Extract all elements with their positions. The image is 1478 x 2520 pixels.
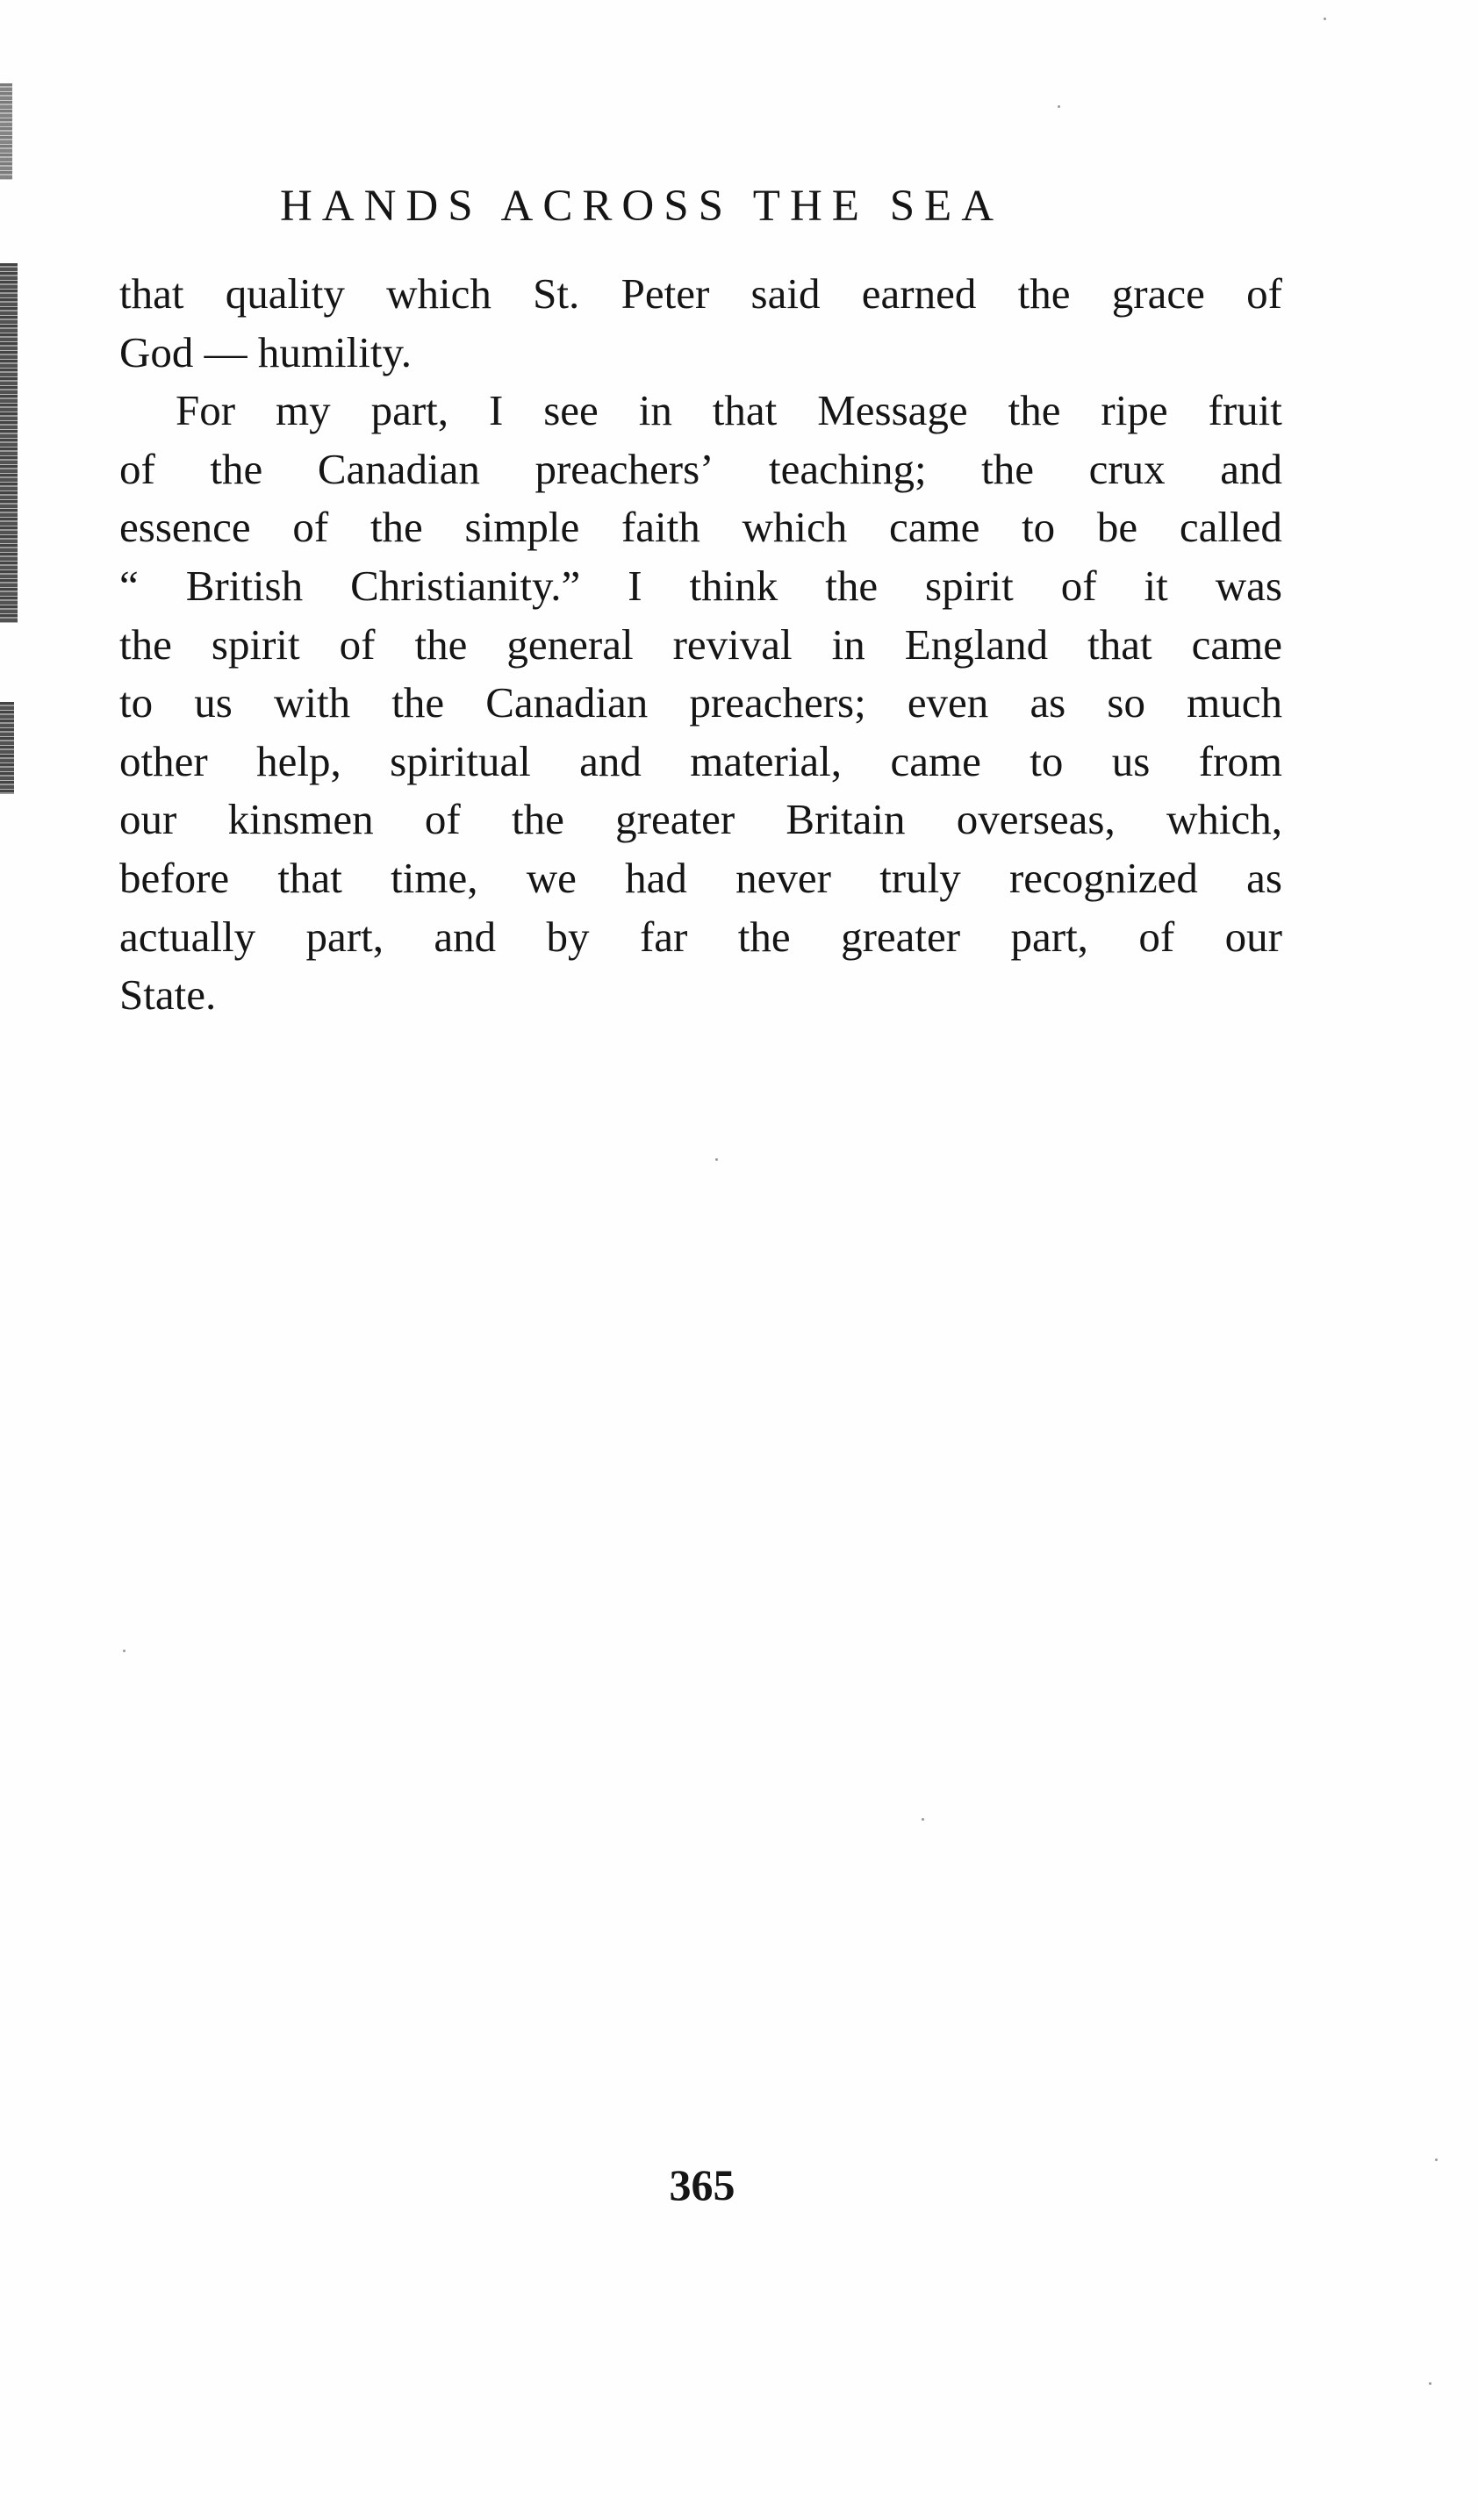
word: greater bbox=[615, 795, 735, 844]
word: and bbox=[579, 736, 642, 785]
text-line: God — humility. bbox=[119, 327, 413, 376]
word: essence bbox=[119, 503, 251, 552]
word: the bbox=[414, 619, 468, 669]
word: part, bbox=[370, 386, 449, 435]
word: truly bbox=[879, 853, 961, 902]
word: so bbox=[1107, 678, 1145, 727]
word: in bbox=[638, 386, 672, 435]
word: British bbox=[185, 561, 304, 610]
word: had bbox=[625, 853, 687, 902]
word: Canadian bbox=[485, 678, 649, 727]
text-line bbox=[119, 557, 1282, 616]
word: recognized bbox=[1008, 853, 1198, 902]
word: preachers; bbox=[689, 678, 866, 727]
word: of bbox=[1060, 561, 1097, 610]
word: even bbox=[907, 678, 989, 727]
word: think bbox=[689, 561, 778, 610]
word: For bbox=[176, 386, 236, 435]
paper-speck bbox=[1324, 18, 1326, 20]
binding-shadow bbox=[0, 702, 14, 794]
word: greater bbox=[841, 912, 961, 961]
word: the bbox=[210, 444, 263, 493]
word: my bbox=[276, 386, 331, 435]
word: “ bbox=[119, 561, 139, 610]
word: with bbox=[273, 678, 351, 727]
word: us bbox=[194, 678, 233, 727]
word: that bbox=[712, 386, 778, 435]
text-line bbox=[119, 674, 1282, 733]
binding-shadow bbox=[0, 263, 18, 623]
word: of bbox=[1246, 269, 1282, 318]
word: help, bbox=[256, 736, 341, 785]
text-line bbox=[119, 440, 1282, 499]
word: revival bbox=[672, 619, 793, 669]
word: that bbox=[1087, 619, 1152, 669]
word: the bbox=[512, 795, 564, 844]
word: material, bbox=[690, 736, 843, 785]
word: the bbox=[391, 678, 445, 727]
word: came bbox=[890, 736, 981, 785]
running-head: HANDS ACROSS THE SEA bbox=[279, 182, 1004, 231]
word: ripe bbox=[1101, 386, 1168, 435]
word: as bbox=[1030, 678, 1066, 727]
word: came bbox=[888, 503, 980, 552]
word: quality bbox=[225, 269, 345, 318]
word: by bbox=[546, 912, 590, 961]
text-line bbox=[119, 265, 1282, 324]
word: in bbox=[831, 619, 865, 669]
word: as bbox=[1246, 853, 1282, 902]
word: spirit bbox=[925, 561, 1014, 610]
text-line bbox=[119, 791, 1282, 849]
word: was bbox=[1215, 561, 1282, 610]
word: our bbox=[1224, 912, 1282, 961]
text-line bbox=[119, 382, 1282, 440]
word: simple bbox=[464, 503, 580, 552]
word: to bbox=[1030, 736, 1064, 785]
word: I bbox=[628, 561, 642, 610]
word: teaching; bbox=[769, 444, 927, 493]
word: Peter bbox=[621, 269, 710, 318]
word: faith bbox=[621, 503, 700, 552]
word: I bbox=[488, 386, 504, 435]
word: before bbox=[119, 853, 230, 902]
word: the bbox=[737, 912, 791, 961]
word: which bbox=[742, 503, 848, 552]
word: which, bbox=[1166, 795, 1282, 844]
word: spirit bbox=[211, 619, 300, 669]
word: Canadian bbox=[317, 444, 480, 493]
text-line bbox=[119, 849, 1282, 908]
binding-shadow bbox=[0, 83, 12, 180]
page-number: 365 bbox=[669, 2160, 735, 2209]
paper-speck bbox=[1058, 105, 1060, 108]
word: of bbox=[424, 795, 461, 844]
word: St. bbox=[533, 269, 580, 318]
word: earned bbox=[861, 269, 977, 318]
word: that bbox=[277, 853, 342, 902]
word: overseas, bbox=[956, 795, 1116, 844]
word: it bbox=[1144, 561, 1168, 610]
word: our bbox=[119, 795, 177, 844]
word: of bbox=[1138, 912, 1175, 961]
paper-speck bbox=[123, 1650, 126, 1652]
word: from bbox=[1198, 736, 1282, 785]
word: to bbox=[1022, 503, 1056, 552]
word: and bbox=[1220, 444, 1282, 493]
word: crux bbox=[1088, 444, 1166, 493]
word: the bbox=[1008, 386, 1061, 435]
word: general bbox=[506, 619, 634, 669]
word: be bbox=[1096, 503, 1138, 552]
word: to bbox=[119, 678, 154, 727]
word: came bbox=[1191, 619, 1282, 669]
word: of bbox=[292, 503, 329, 552]
word: preachers’ bbox=[535, 444, 714, 493]
word: of bbox=[119, 444, 155, 493]
word: grace bbox=[1111, 269, 1205, 318]
word: much bbox=[1187, 678, 1282, 727]
word: spiritual bbox=[390, 736, 531, 785]
word: that bbox=[119, 269, 184, 318]
word: part, bbox=[305, 912, 384, 961]
word: the bbox=[825, 561, 879, 610]
word: said bbox=[750, 269, 821, 318]
text-line bbox=[119, 908, 1282, 967]
word: actually bbox=[119, 912, 256, 961]
word: part, bbox=[1010, 912, 1088, 961]
word: Message bbox=[817, 386, 968, 435]
word: we bbox=[526, 853, 577, 902]
paper-speck bbox=[1429, 2382, 1431, 2385]
word: never bbox=[735, 853, 831, 902]
text-line bbox=[119, 498, 1282, 557]
word: time, bbox=[391, 853, 478, 902]
word: which bbox=[386, 269, 491, 318]
word: called bbox=[1179, 503, 1282, 552]
word: of bbox=[339, 619, 376, 669]
word: us bbox=[1111, 736, 1151, 785]
word: see bbox=[543, 386, 599, 435]
word: and bbox=[434, 912, 497, 961]
word: other bbox=[119, 736, 208, 785]
word: far bbox=[639, 912, 688, 961]
paper-speck bbox=[715, 1158, 718, 1161]
word: Britain bbox=[786, 795, 906, 844]
word: the bbox=[981, 444, 1035, 493]
word: kinsmen bbox=[227, 795, 374, 844]
text-line: State. bbox=[119, 970, 217, 1020]
word: the bbox=[119, 619, 172, 669]
word: the bbox=[370, 503, 423, 552]
paper-speck bbox=[1435, 2158, 1438, 2161]
text-line bbox=[119, 616, 1282, 675]
word: fruit bbox=[1208, 386, 1282, 435]
word: England bbox=[904, 619, 1049, 669]
word: Christianity.” bbox=[350, 561, 581, 610]
word: the bbox=[1017, 269, 1071, 318]
text-line bbox=[119, 733, 1282, 791]
paper-speck bbox=[922, 1818, 924, 1821]
body-text bbox=[119, 265, 1282, 1025]
